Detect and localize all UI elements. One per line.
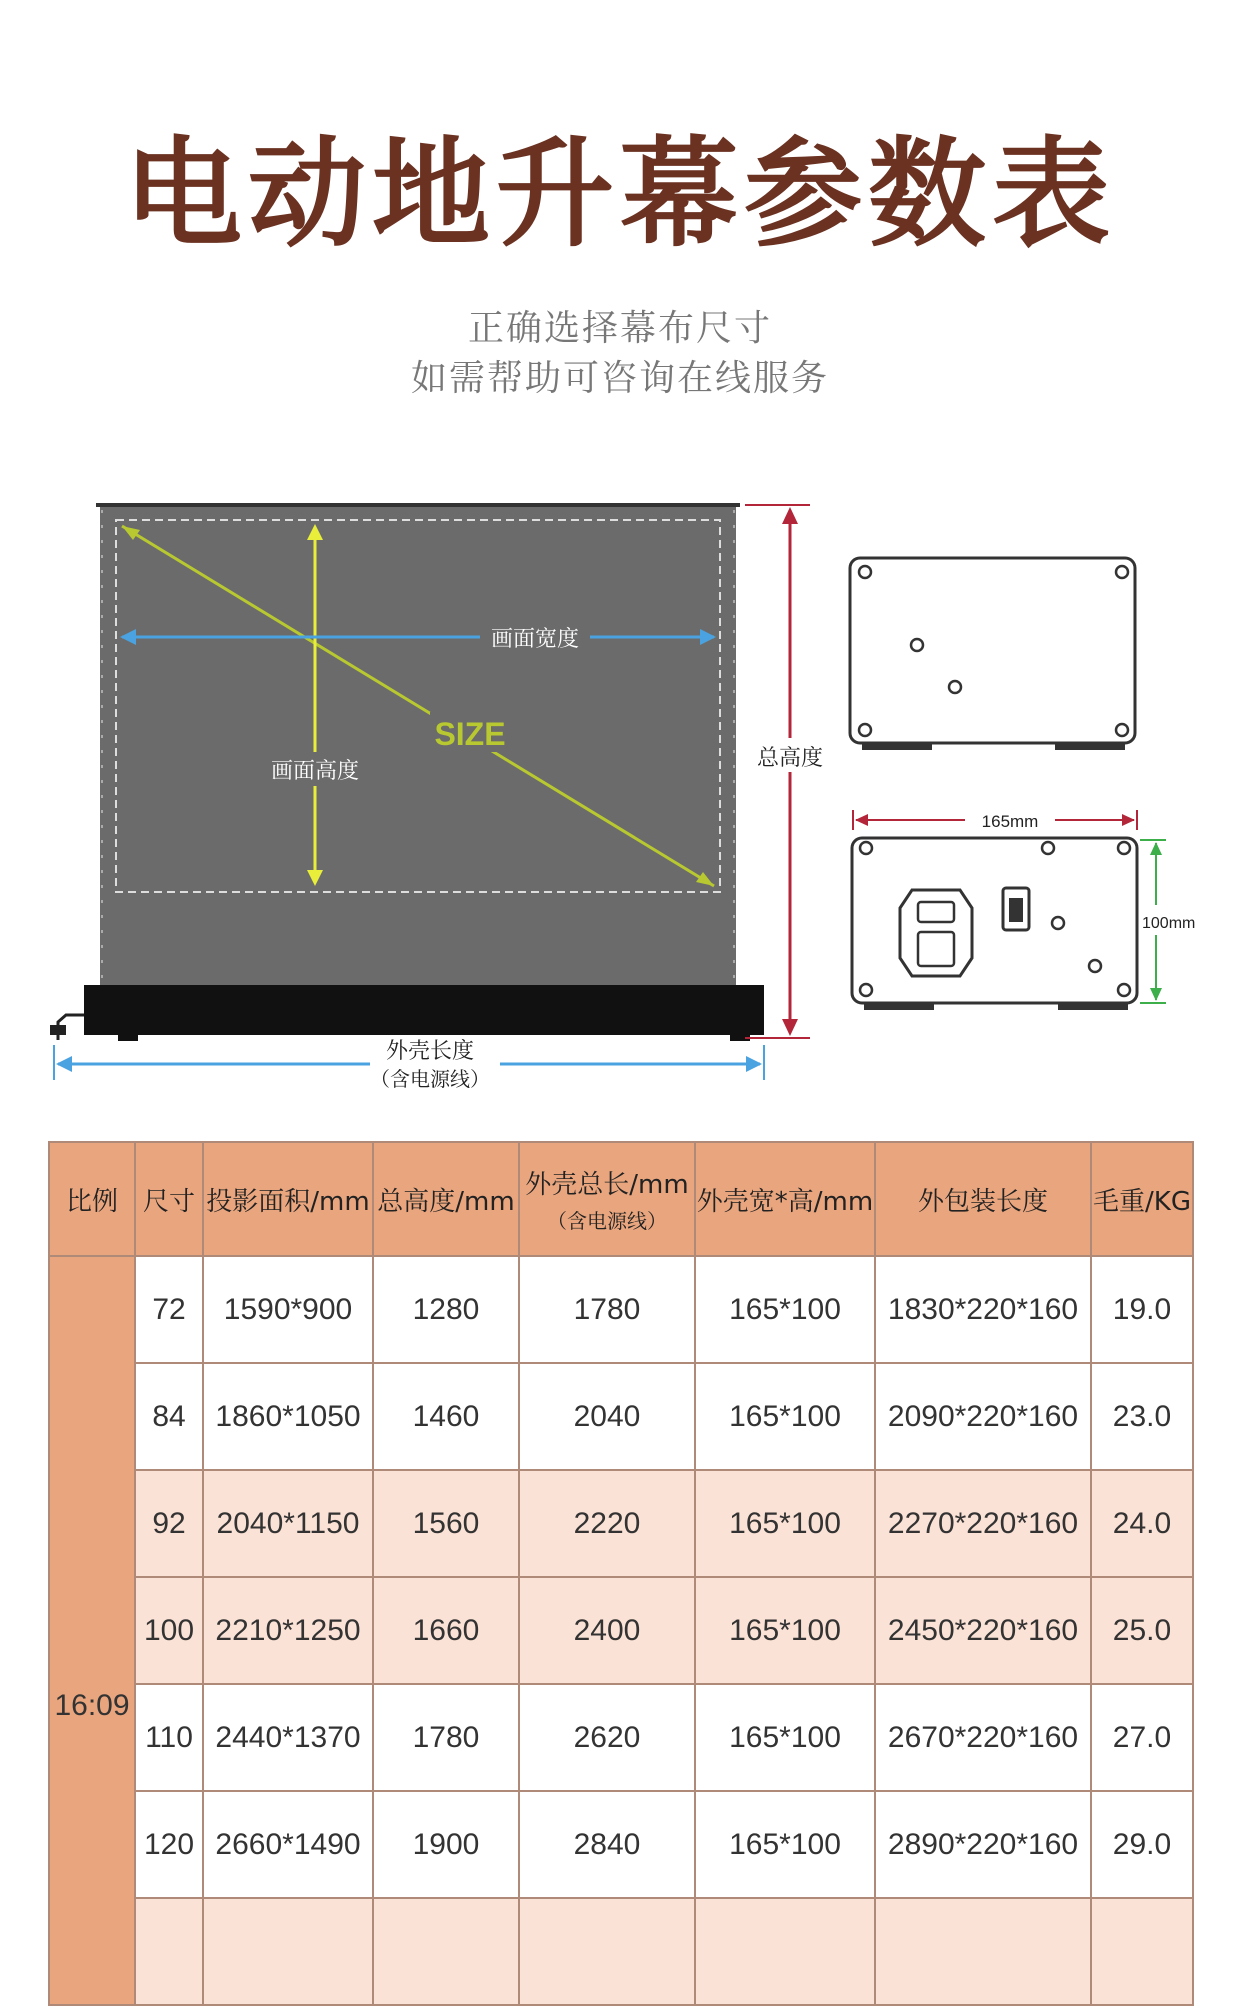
cell-total-height: 1280 [373,1256,519,1363]
screen-diagram [0,480,1240,1100]
cell-weight: 23.0 [1091,1363,1193,1470]
cell-weight: 24.0 [1091,1470,1193,1577]
table-row-partial [49,1898,1193,2005]
cell-package-length: 2670*220*160 [875,1684,1091,1791]
subtitle-line-2: 如需帮助可咨询在线服务 [410,358,829,399]
table-row [49,1684,1193,1791]
header-total-height: 总高度/mm [373,1142,519,1256]
cell-housing-wh: 165*100 [695,1684,875,1791]
header-package-length: 外包装长度 [875,1142,1091,1256]
empty-cell [203,1898,373,2005]
cell-total-height: 1460 [373,1363,519,1470]
ratio-cell: 16:09 [49,1256,135,2005]
cell-housing-wh: 165*100 [695,1256,875,1363]
cell-package-length: 2890*220*160 [875,1791,1091,1898]
cell-projection-area: 2440*1370 [203,1684,373,1791]
width-dim-label: 165mm [981,812,1039,831]
length-label-note: （含电源线） [370,1067,490,1091]
cell-size: 120 [135,1791,203,1898]
cell-housing-wh: 165*100 [695,1470,875,1577]
cell-housing-length: 2400 [519,1577,695,1684]
end-view-bottom-foot-right [1058,1003,1128,1010]
cell-housing-length: 1780 [519,1256,695,1363]
cell-housing-wh: 165*100 [695,1577,875,1684]
table-row [49,1791,1193,1898]
table-row [49,1256,1193,1363]
total-height-arrow-bottom [782,1019,798,1036]
cell-package-length: 1830*220*160 [875,1256,1091,1363]
end-view-top-foot-right [1055,743,1125,750]
cell-projection-area: 2210*1250 [203,1577,373,1684]
cell-total-height: 1900 [373,1791,519,1898]
header-housing-wh: 外壳宽*高/mm [695,1142,875,1256]
table-row [49,1577,1193,1684]
end-view-top-foot-left [862,743,932,750]
size-label: SIZE [434,716,506,752]
cell-size: 92 [135,1470,203,1577]
height-dim-label: 100mm [1142,915,1196,932]
header-housing-length [519,1142,695,1256]
table-row [49,1470,1193,1577]
spec-table [48,1141,1194,2006]
table-header-row [49,1142,1193,1256]
header-projection-area: 投影面积/mm [203,1142,373,1256]
page-title: 电动地升幕参数表 [123,125,1116,263]
subtitle-line-1: 正确选择幕布尺寸 [467,308,772,349]
header-ratio: 比例 [49,1142,135,1256]
cell-total-height: 1660 [373,1577,519,1684]
empty-cell [1091,1898,1193,2005]
cell-package-length: 2270*220*160 [875,1470,1091,1577]
cell-housing-length: 2620 [519,1684,695,1791]
power-plug [50,1025,66,1035]
width-dim-arrow-left [855,814,868,826]
cell-package-length: 2090*220*160 [875,1363,1091,1470]
cell-weight: 25.0 [1091,1577,1193,1684]
cell-projection-area: 2040*1150 [203,1470,373,1577]
empty-cell [373,1898,519,2005]
height-dim-arrow-top [1150,842,1162,855]
length-arrow-right [746,1056,762,1072]
cell-total-height: 1560 [373,1470,519,1577]
length-arrow-left [56,1056,72,1072]
header-size: 尺寸 [135,1142,203,1256]
switch-rocker-icon [1009,898,1023,922]
total-height-arrow-top [782,507,798,524]
base-housing [84,985,764,1035]
empty-cell [695,1898,875,2005]
cell-projection-area: 1860*1050 [203,1363,373,1470]
end-view-top [850,558,1135,743]
table-row [49,1363,1193,1470]
spec-table-container [48,1141,1192,2006]
header-housing-length-note: （含电源线） [547,1209,667,1233]
base-foot-left [118,1035,138,1041]
empty-cell [875,1898,1091,2005]
width-label: 画面宽度 [490,627,580,652]
cell-housing-wh: 165*100 [695,1363,875,1470]
cell-projection-area: 1590*900 [203,1256,373,1363]
height-label: 画面高度 [270,759,360,784]
cell-package-length: 2450*220*160 [875,1577,1091,1684]
cell-housing-length: 2040 [519,1363,695,1470]
cell-housing-wh: 165*100 [695,1791,875,1898]
length-label: 外壳长度 [385,1039,475,1064]
cell-total-height: 1780 [373,1684,519,1791]
width-dim-arrow-right [1122,814,1135,826]
cell-size: 100 [135,1577,203,1684]
empty-cell [519,1898,695,2005]
cell-projection-area: 2660*1490 [203,1791,373,1898]
cell-size: 84 [135,1363,203,1470]
header-weight: 毛重/KG [1091,1142,1193,1256]
cell-size: 110 [135,1684,203,1791]
screen-fabric [100,505,736,985]
cell-weight: 27.0 [1091,1684,1193,1791]
cell-weight: 29.0 [1091,1791,1193,1898]
end-view-bottom [852,838,1137,1003]
end-view-bottom-foot-left [864,1003,934,1010]
header-housing-length-label: 外壳总长/mm [525,1170,689,1200]
total-height-label: 总高度 [756,746,824,771]
cell-weight: 19.0 [1091,1256,1193,1363]
height-dim-arrow-bottom [1150,988,1162,1001]
cell-housing-length: 2840 [519,1791,695,1898]
cell-housing-length: 2220 [519,1470,695,1577]
table-body [49,1256,1193,2005]
empty-cell [135,1898,203,2005]
cell-size: 72 [135,1256,203,1363]
